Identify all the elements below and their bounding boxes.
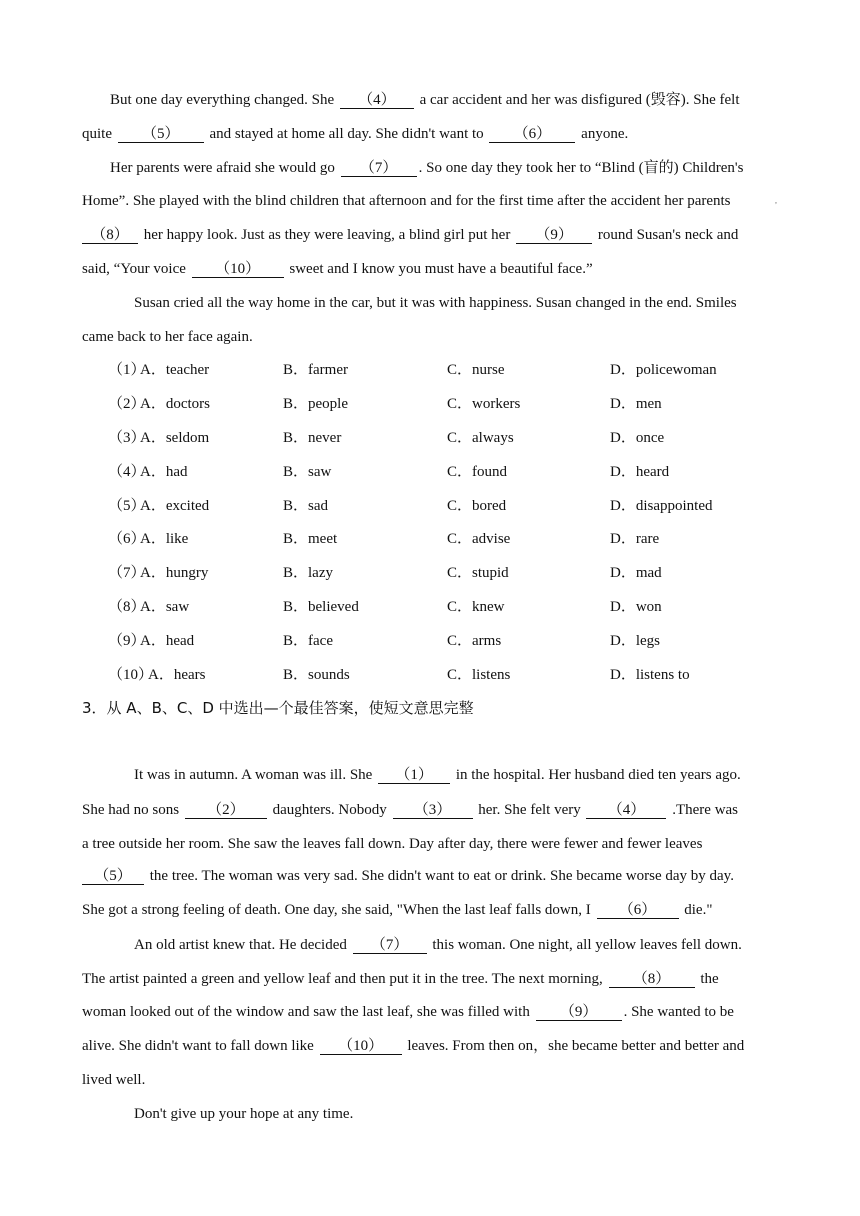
text: But one day everything changed. She: [110, 92, 338, 108]
option-d[interactable]: D．disappointed: [610, 498, 713, 514]
passage-line: [82, 969, 719, 989]
passage-line: [134, 765, 741, 785]
passage-line: [82, 225, 738, 245]
option-c[interactable]: C．knew: [447, 599, 505, 615]
blank-9[interactable]: （9）: [536, 1004, 622, 1021]
option-number: （2）: [108, 396, 146, 412]
text: the tree. The woman was very sad. She didn't want to eat or drink. She became worse day by day.: [146, 868, 734, 884]
text: . So one day they took her to “Blind (盲的) Children's: [418, 160, 744, 176]
option-b[interactable]: B．meet: [283, 531, 338, 547]
option-number: （1）: [108, 362, 146, 378]
passage-line: [110, 90, 739, 110]
blank-6[interactable]: （6）: [489, 126, 575, 143]
passage-line: [82, 866, 734, 886]
option-b[interactable]: B．face: [283, 633, 333, 649]
passage-line: [82, 124, 628, 144]
text: Home”. She played with the blind children that afternoon and for the first time after the accident her parents: [82, 193, 731, 209]
option-a[interactable]: A．doctors: [140, 396, 210, 412]
text: It was in autumn. A woman was ill. She: [134, 767, 377, 783]
option-a[interactable]: A．had: [140, 464, 188, 480]
option-a[interactable]: A．like: [140, 531, 189, 547]
option-a[interactable]: A．hears: [148, 667, 206, 683]
option-b[interactable]: B．believed: [283, 599, 359, 615]
text: woman looked out of the window and saw the last leaf, she was filled with: [82, 1004, 534, 1020]
text: said, “Your voice: [82, 261, 190, 277]
option-b[interactable]: B．lazy: [283, 565, 333, 581]
margin-mark: ,: [775, 196, 777, 205]
option-c[interactable]: C．found: [447, 464, 508, 480]
option-number: （5）: [108, 498, 146, 514]
option-number: （7）: [108, 565, 146, 581]
option-c[interactable]: C．always: [447, 430, 514, 446]
passage-line: [110, 158, 743, 178]
text: She got a strong feeling of death. One day, she said, "When the last leaf falls down, I: [82, 902, 595, 918]
option-c[interactable]: C．nurse: [447, 362, 505, 378]
blank-5[interactable]: （5）: [118, 126, 204, 143]
option-d[interactable]: D．mad: [610, 565, 662, 581]
text: round Susan's neck and: [594, 227, 739, 243]
text: die.": [680, 902, 713, 918]
option-d[interactable]: D．heard: [610, 464, 670, 480]
text: .There was: [668, 802, 739, 818]
blank-10[interactable]: （10）: [320, 1038, 402, 1055]
text: quite: [82, 126, 116, 142]
blank-2[interactable]: （2）: [185, 802, 267, 819]
blank-4[interactable]: （4）: [586, 802, 666, 819]
option-b[interactable]: B．never: [283, 430, 342, 446]
blank-9[interactable]: （9）: [516, 227, 592, 244]
text: the: [696, 971, 719, 987]
text: An old artist knew that. He decided: [134, 937, 351, 953]
text: The artist painted a green and yellow leaf and then put it in the tree. The next morning,: [82, 971, 607, 987]
passage-line: [134, 293, 737, 313]
text: . She wanted to be: [623, 1004, 734, 1020]
blank-5[interactable]: （5）: [82, 868, 144, 885]
option-c[interactable]: C．arms: [447, 633, 502, 649]
option-d[interactable]: D．won: [610, 599, 662, 615]
text: Susan cried all the way home in the car, but it was with happiness. Susan changed in the end. Smiles: [134, 295, 737, 311]
option-a[interactable]: A．head: [140, 633, 195, 649]
text: alive. She didn't want to fall down like: [82, 1038, 318, 1054]
text: sweet and I know you must have a beautiful face.”: [285, 261, 593, 277]
passage-line: [82, 327, 253, 347]
passage-line: [134, 1104, 353, 1124]
text: and stayed at home all day. She didn't want to: [205, 126, 488, 142]
option-a[interactable]: A．saw: [140, 599, 190, 615]
option-number: （8）: [108, 599, 146, 615]
text: anyone.: [577, 126, 629, 142]
option-d[interactable]: D．listens to: [610, 667, 690, 683]
option-c[interactable]: C．workers: [447, 396, 521, 412]
option-b[interactable]: B．sad: [283, 498, 329, 514]
blank-1[interactable]: （1）: [378, 767, 450, 784]
option-number: （10）: [108, 667, 154, 683]
option-d[interactable]: D．policewoman: [610, 362, 717, 378]
option-d[interactable]: D．rare: [610, 531, 660, 547]
blank-10[interactable]: （10）: [192, 261, 284, 278]
passage-line: [82, 800, 738, 820]
text: She had no sons: [82, 802, 183, 818]
option-d[interactable]: D．men: [610, 396, 662, 412]
option-number: （9）: [108, 633, 146, 649]
text: a tree outside her room. She saw the leaves fall down. Day after day, there were fewer and fewer leaves: [82, 836, 703, 852]
text: Don't give up your hope at any time.: [134, 1106, 354, 1122]
passage-line: [134, 935, 742, 955]
option-b[interactable]: B．farmer: [283, 362, 348, 378]
text: Her parents were afraid she would go: [110, 160, 339, 176]
blank-8[interactable]: （8）: [82, 227, 138, 244]
text: her happy look. Just as they were leaving, a blind girl put her: [140, 227, 515, 243]
text: a car accident and her was disfigured (毁容). She felt: [415, 92, 740, 108]
option-c[interactable]: C．bored: [447, 498, 507, 514]
blank-6[interactable]: （6）: [597, 902, 679, 919]
option-a[interactable]: A．hungry: [140, 565, 209, 581]
passage-line: [82, 259, 593, 279]
option-c[interactable]: C．listens: [447, 667, 511, 683]
text: in the hospital. Her husband died ten years ago.: [452, 767, 741, 783]
passage-line: [82, 834, 702, 854]
passage-line: [82, 1036, 744, 1056]
option-a[interactable]: A．teacher: [140, 362, 210, 378]
text: lived well.: [82, 1072, 146, 1088]
passage-line: [82, 1002, 734, 1022]
blank-7[interactable]: （7）: [341, 160, 417, 177]
text: daughters. Nobody: [268, 802, 391, 818]
blank-7[interactable]: （7）: [353, 937, 427, 954]
passage-line: [82, 191, 731, 211]
text: leaves. From then on，she became better and better and: [403, 1038, 745, 1054]
option-d[interactable]: D．legs: [610, 633, 660, 649]
option-c[interactable]: C．advise: [447, 531, 511, 547]
blank-8[interactable]: （8）: [609, 971, 695, 988]
option-d[interactable]: D．once: [610, 430, 665, 446]
blank-3[interactable]: （3）: [393, 802, 473, 819]
text: her. She felt very: [474, 802, 585, 818]
blank-4[interactable]: （4）: [340, 92, 414, 109]
option-b[interactable]: B．sounds: [283, 667, 350, 683]
question-heading: 3．从 A、B、C、D 中选出—个最佳答案，使短文意思完整: [82, 699, 474, 717]
passage-line: [82, 900, 712, 920]
option-a[interactable]: A．excited: [140, 498, 210, 514]
option-number: （3）: [108, 430, 146, 446]
option-b[interactable]: B．saw: [283, 464, 332, 480]
passage-line: [82, 1070, 145, 1090]
option-number: （6）: [108, 531, 146, 547]
text: came back to her face again.: [82, 329, 253, 345]
text: this woman. One night, all yellow leaves fell down.: [428, 937, 742, 953]
option-b[interactable]: B．people: [283, 396, 348, 412]
option-c[interactable]: C．stupid: [447, 565, 509, 581]
option-a[interactable]: A．seldom: [140, 430, 210, 446]
option-number: （4）: [108, 464, 146, 480]
